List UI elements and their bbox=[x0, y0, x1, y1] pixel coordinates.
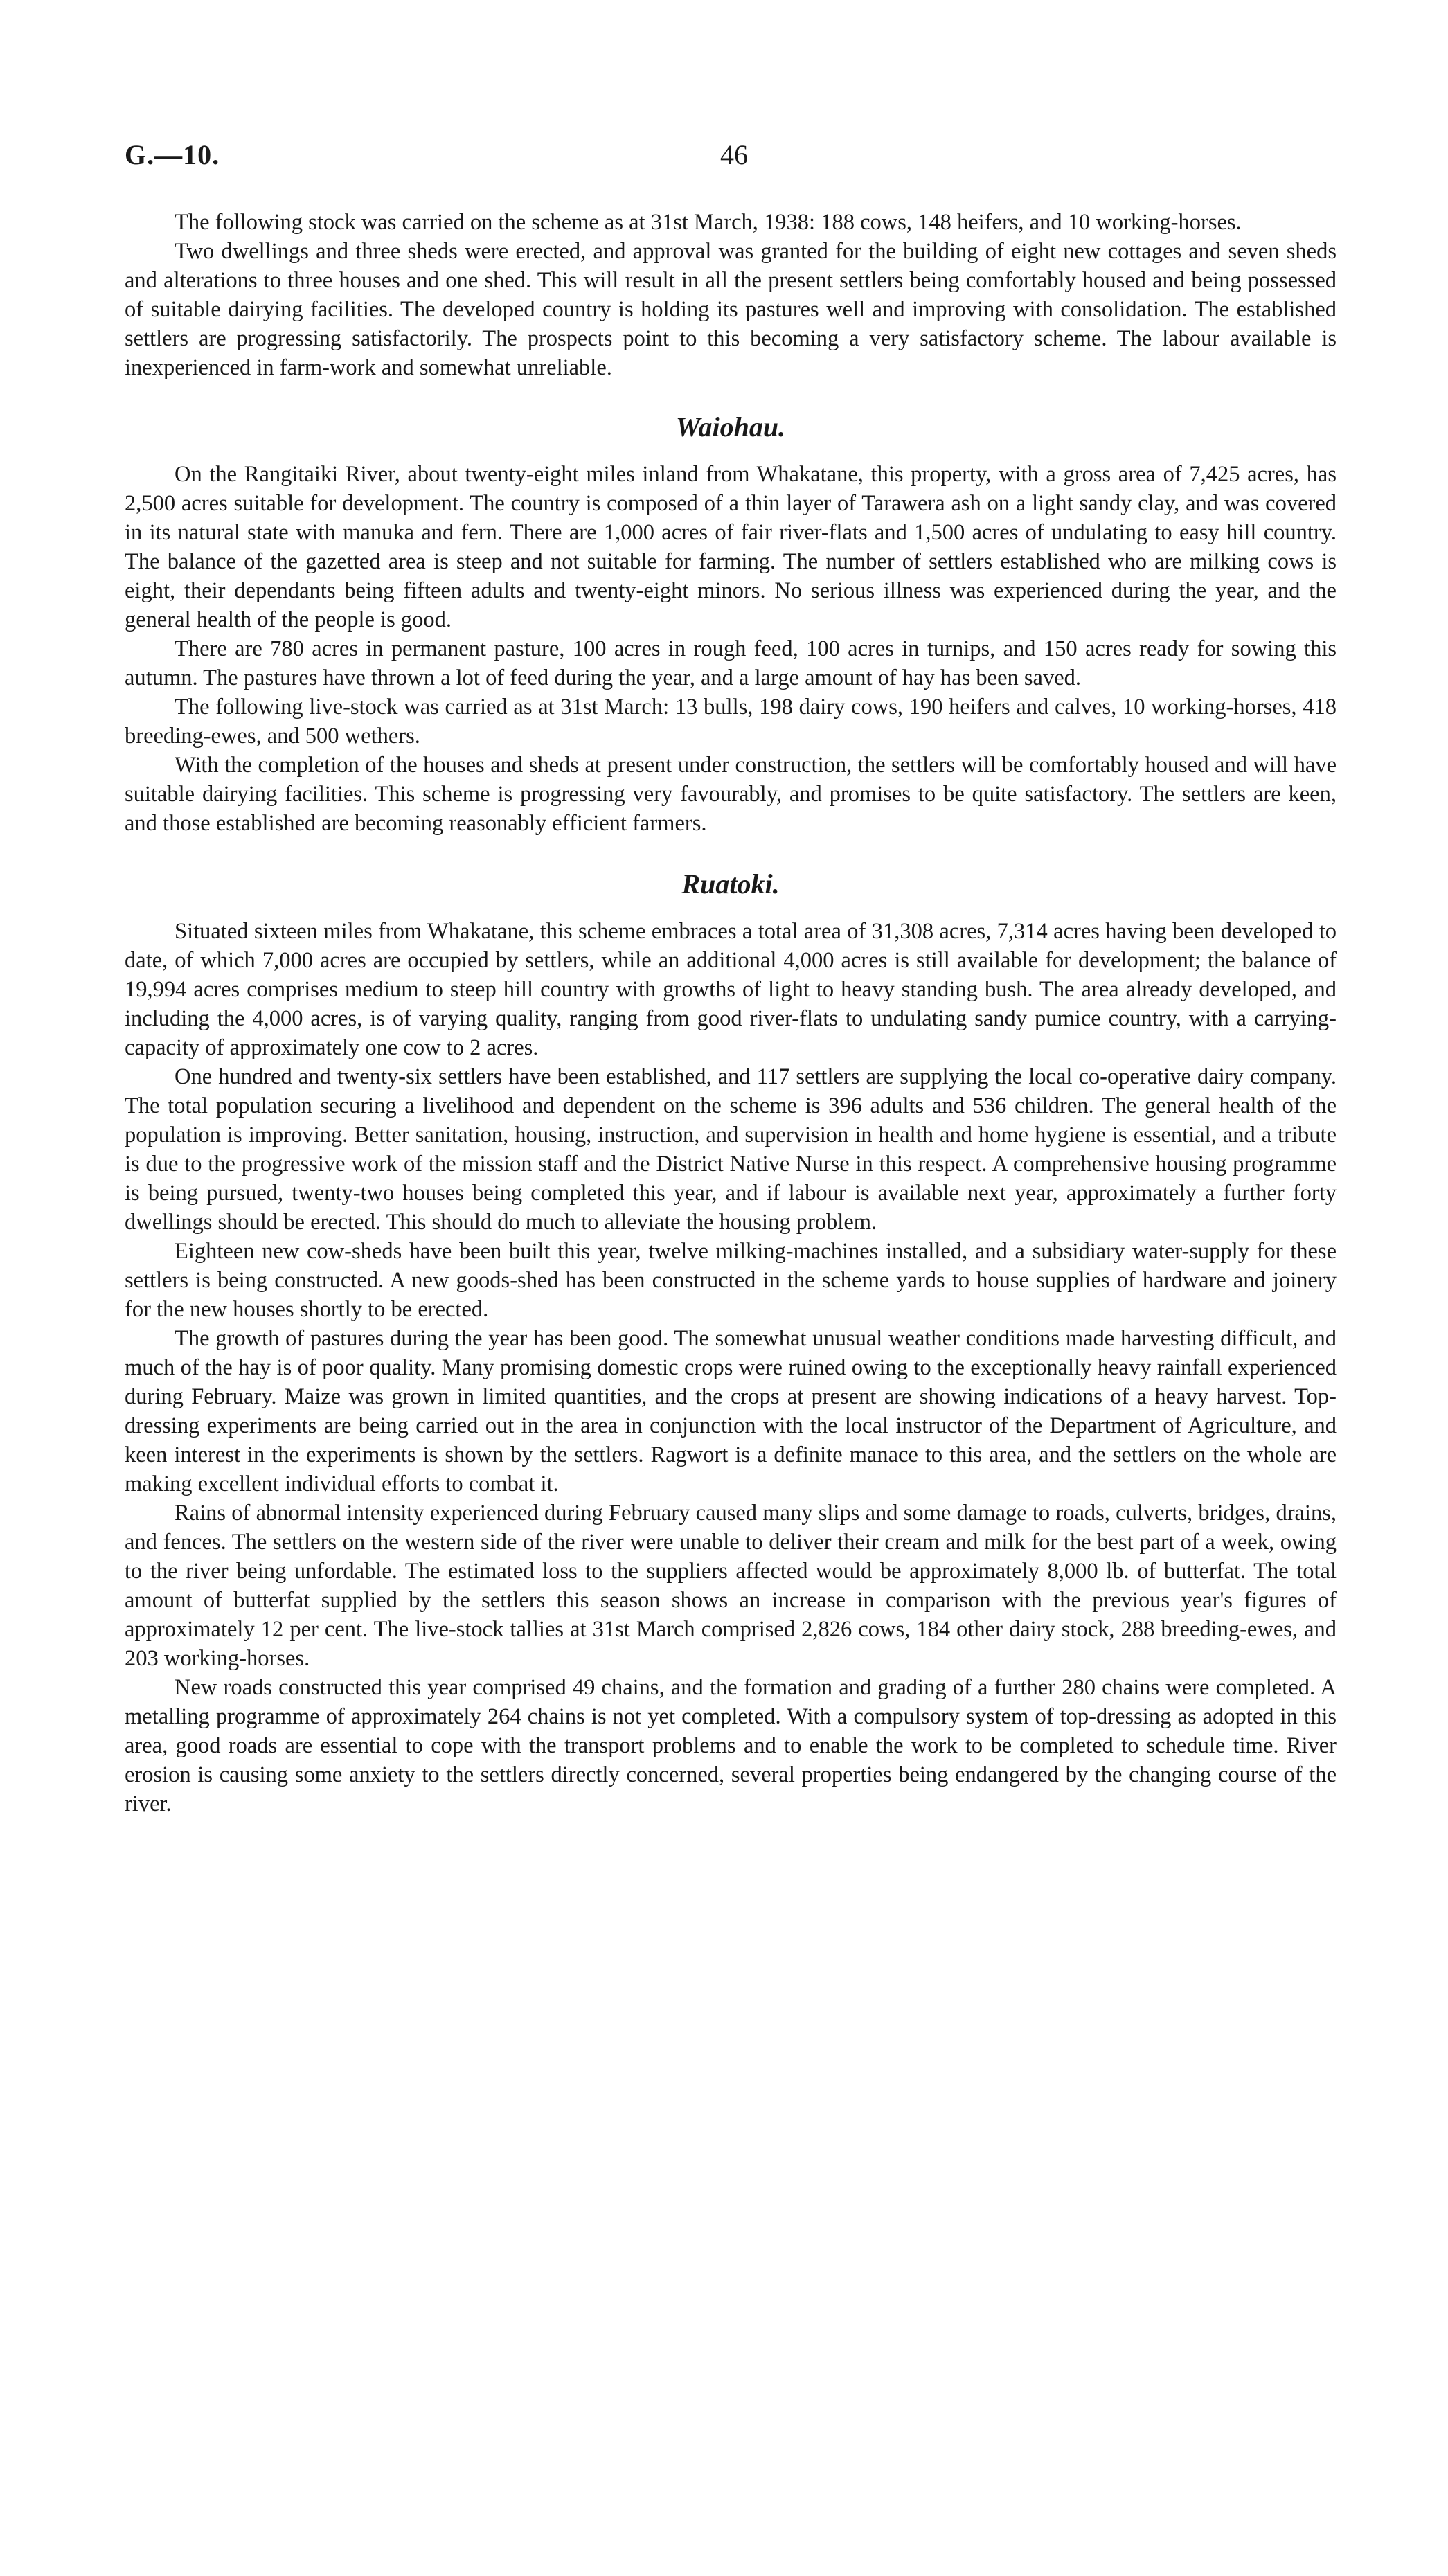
ruatoki-paragraph: New roads constructed this year comprised 49 chains, and the formation and grading of a further 280 chains were completed. A metalling programme of approximately 264 chains is not yet completed. With a compulsory system of top-dressing as adopted in this area, good roads are essential to cope with the transport problems and to enable the work to be completed to schedule time. River erosion is causing some anxiety to the settlers directly concerned, several properties being endangered by the changing course of the river. bbox=[125, 1675, 1337, 1816]
page-content bbox=[125, 208, 1337, 1818]
intro-paragraph-stock: The following stock was carried on the scheme as at 31st March, 1938: 188 cows, 148 heifers, and 10 working-horses. bbox=[175, 210, 1242, 235]
page-number: 46 bbox=[720, 139, 748, 170]
section-title-waiohau: Waiohau. bbox=[675, 411, 786, 442]
waiohau-paragraph: On the Rangitaiki River, about twenty-eight miles inland from Whakatane, this property, with a gross area of 7,425 acres, has 2,500 acres suitable for development. The country is composed of a thin layer of Tarawera ash on a light sandy clay, and was covered in its natural state with manuka and fern. There are 1,000 acres of fair river-flats and 1,500 acres of undulating to easy hill country. The balance of the gazetted area is steep and not suitable for farming. The number of settlers established who are milking cows is eight, their dependants being fifteen adults and twenty-eight minors. No serious illness was experienced during the year, and the general health of the people is good. bbox=[125, 462, 1337, 632]
ruatoki-paragraph: Eighteen new cow-sheds have been built this year, twelve milking-machines installed, and a subsidiary water-supply for these settlers is being constructed. A new goods-shed has been constructed in the scheme yards to house supplies of hardware and joinery for the new houses shortly to be erected. bbox=[125, 1239, 1337, 1322]
ruatoki-paragraph: Rains of abnormal intensity experienced during February caused many slips and some damage to roads, culverts, bridges, drains, and fences. The settlers on the western side of the river were unable to deliver their cream and milk for the best part of a week, owing to the river being unfordable. The estimated loss to the suppliers affected would be approximately 8,000 lb. of butterfat. The total amount of butterfat supplied by the settlers this season shows an increase in comparison with the previous year's figures of approximately 12 per cent. The live-stock tallies at 31st March comprised 2,826 cows, 184 other dairy stock, 288 breeding-ewes, and 203 working-horses. bbox=[125, 1501, 1337, 1671]
page-header bbox=[125, 138, 1337, 180]
intro-paragraph-dwellings: Two dwellings and three sheds were erected, and approval was granted for the building of eight new cottages and seven sheds and alterations to three houses and one shed. This will result in all the present settlers being comfortably housed and being possessed of suitable dairying facilities. The developed country is holding its pastures well and improving with consolidation. The established settlers are progressing satisfactorily. The prospects point to this becoming a very satisfactory scheme. The labour available is inexperienced in farm-work and somewhat unreliable. bbox=[125, 239, 1337, 380]
ruatoki-section bbox=[125, 867, 1337, 1818]
ruatoki-paragraph: One hundred and twenty-six settlers have been established, and 117 settlers are supplying the local co-operative dairy company. The total population securing a livelihood and dependent on the scheme is 396 adults and 536 children. The general health of the population is improving. Better sanitation, housing, instruction, and supervision in health and home hygiene is essential, and a tribute is due to the progressive work of the mission staff and the District Native Nurse in this respect. A comprehensive housing programme is being pursued, twenty-two houses being completed this year, and if labour is available next year, approximately a further forty dwellings should be erected. This should do much to alleviate the housing problem. bbox=[125, 1064, 1337, 1235]
ruatoki-paragraph: Situated sixteen miles from Whakatane, this scheme embraces a total area of 31,308 acres, 7,314 acres having been developed to date, of which 7,000 acres are occupied by settlers, while an additional 4,000 acres is still available for development; the balance of 19,994 acres comprises medium to steep hill country with growths of light to heavy standing bush. The area already developed, and including the 4,000 acres, is of varying quality, ranging from good river-flats to undulating sandy pumice country, with a carrying-capacity of approximately one cow to 2 acres. bbox=[125, 919, 1337, 1060]
document-code: G.—10. bbox=[125, 139, 220, 170]
intro-section bbox=[125, 208, 1337, 382]
waiohau-paragraph: There are 780 acres in permanent pasture, 100 acres in rough feed, 100 acres in turnips, and 150 acres ready for sowing this autumn. The pastures have thrown a lot of feed during the year, and a large amount of hay has been saved. bbox=[125, 636, 1337, 690]
ruatoki-paragraph: The growth of pastures during the year has been good. The somewhat unusual weather conditions made harvesting difficult, and much of the hay is of poor quality. Many promising domestic crops were ruined owing to the exceptionally heavy rainfall experienced during February. Maize was grown in limited quantities, and the crops at present are showing indications of a heavy harvest. Top-dressing experiments are being carried out in the area in conjunction with the local instructor of the Department of Agriculture, and keen interest in the experiments is shown by the settlers. Ragwort is a definite manace to this area, and the settlers on the whole are making excellent individual efforts to combat it. bbox=[125, 1326, 1337, 1496]
waiohau-section bbox=[125, 410, 1337, 838]
waiohau-paragraph: With the completion of the houses and sheds at present under construction, the settlers will be comfortably housed and will have suitable dairying facilities. This scheme is progressing very favourably, and promises to be quite satisfactory. The settlers are keen, and those established are becoming reasonably efficient farmers. bbox=[125, 753, 1337, 836]
section-title-ruatoki: Ruatoki. bbox=[681, 868, 780, 900]
waiohau-paragraph: The following live-stock was carried as at 31st March: 13 bulls, 198 dairy cows, 190 heifers and calves, 10 working-horses, 418 breeding-ewes, and 500 wethers. bbox=[125, 695, 1337, 749]
